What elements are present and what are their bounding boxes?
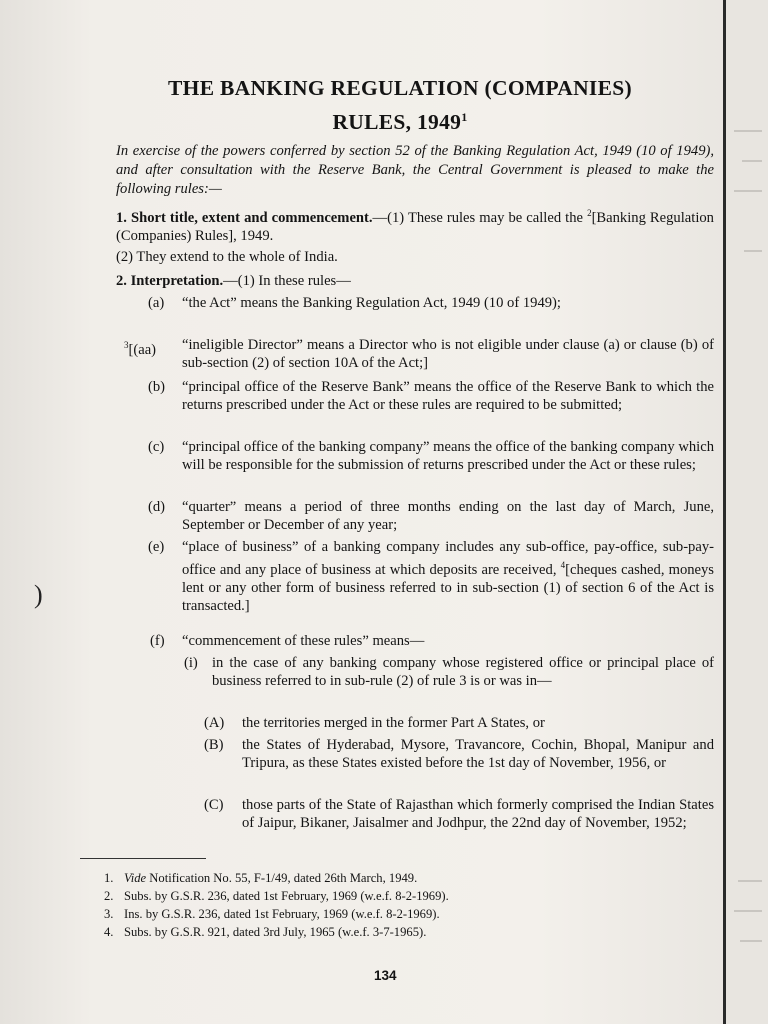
footnote-2-text: Subs. by G.S.R. 236, dated 1st February, 1969 (w.e.f. 8-2-1969). (124, 889, 449, 903)
clause-f-B-text: the States of Hyderabad, Mysore, Travancore, Cochin, Bhopal, Manipur and Tripura, as these States existed before the 1st day of November, 1956, or (242, 737, 714, 771)
rule-2 (116, 272, 714, 290)
margin-mark: ) (34, 580, 43, 609)
footnote-4 (104, 924, 426, 940)
clause-d-label: (d) (148, 499, 166, 515)
footnote-1-num: 1. (104, 871, 114, 885)
page-edge-line (723, 0, 726, 1024)
rule-1-fn-ref: 2 (587, 208, 592, 218)
preamble: In exercise of the powers conferred by section 52 of the Banking Regulation Act, 1949 (10 of 1949), and after consultation with the Reserve Bank, the Central Government is pleased to make the following rules:— (116, 143, 714, 197)
clause-f-i-label: (i) (184, 655, 198, 671)
facing-page-bleed (726, 0, 768, 1024)
clause-f-C-label: (C) (204, 797, 224, 813)
clause-f-B-label: (B) (204, 737, 224, 753)
clause-a-text: “the Act” means the Banking Regulation Act, 1949 (10 of 1949); (182, 295, 561, 311)
title-footnote-ref: 1 (461, 110, 468, 124)
clause-aa-fn-ref: 3 (124, 340, 129, 350)
page-number: 134 (374, 968, 397, 983)
clause-e-label: (e) (148, 539, 165, 555)
clause-f-i-text: in the case of any banking company whose registered office or principal place of business referred to in sub-rule (2) of rule 3 is or was in— (212, 655, 714, 689)
footnote-4-text: Subs. by G.S.R. 921, dated 3rd July, 1965 (w.e.f. 3-7-1965). (124, 925, 427, 939)
footnote-1 (104, 870, 417, 886)
rule-1-text: —(1) These rules may be called the (372, 209, 583, 226)
rule-1-text2: [Banking Regulation (Companies) Rules], 1949. (116, 209, 714, 244)
clause-a-label: (a) (148, 295, 165, 311)
clause-f-A-text: the territories merged in the former Part A States, or (242, 715, 545, 731)
rule-1-heading: 1. Short title, extent and commencement. (116, 209, 373, 226)
clause-e-fn-ref: 4 (560, 560, 566, 570)
title-line-2: RULES, 1949 (332, 110, 462, 135)
clause-f-label: (f) (150, 633, 165, 649)
clause-f-text: “commencement of these rules” means— (182, 633, 425, 649)
clause-c-label: (c) (148, 439, 165, 455)
clause-d-text: “quarter” means a period of three months ending on the last day of March, June, September or December of any year; (182, 499, 714, 533)
footnote-1-vide: Vide (124, 871, 147, 885)
footnote-3 (104, 906, 440, 922)
clause-c-text: “principal office of the banking company” means the office of the banking company which will be responsible for the submission of returns prescribed under the Act or these rules; (182, 439, 714, 473)
footnote-divider (80, 858, 206, 859)
clause-aa-label-text: [(aa) (128, 341, 157, 358)
clause-e-text (182, 538, 714, 615)
rule-1 (116, 204, 714, 245)
clause-f-A-label: (A) (204, 715, 225, 731)
footnote-4-num: 4. (104, 925, 114, 939)
footnote-3-num: 3. (104, 907, 114, 921)
clause-b-label: (b) (148, 379, 166, 395)
rule-2-text: —(1) In these rules— (223, 273, 351, 289)
clause-e-text-2: [cheques cashed, moneys lent or any other form of business referred to in sub-section (1) of section 6 of the Act is transacted.] (182, 561, 714, 614)
clause-f-C-text: those parts of the State of Rajasthan which formerly comprised the Indian States of Jaipur, Bikaner, Jaisalmer and Jodhpur, the 22nd day of November, 1952; (242, 797, 714, 831)
footnote-3-text: Ins. by G.S.R. 236, dated 1st February, 1969 (w.e.f. 8-2-1969). (124, 907, 440, 921)
clause-aa-text: “ineligible Director” means a Director who is not eligible under clause (a) or clause (b) of sub-section (2) of section 10A of the Act;] (182, 337, 714, 371)
clause-e-text-1: “place of business” of a banking company includes any sub-office, pay-office, sub-pay-office and any place of business at which deposits are received, (182, 539, 714, 578)
title-line-1: THE BANKING REGULATION (COMPANIES) (168, 76, 632, 100)
footnote-1-text: Notification No. 55, F-1/49, dated 26th March, 1949. (146, 871, 418, 885)
rule-2-heading: 2. Interpretation. (116, 273, 224, 289)
clause-aa-label (124, 336, 156, 359)
footnote-2 (104, 888, 449, 904)
footnote-2-num: 2. (104, 889, 114, 903)
rule-1-sub-2: (2) They extend to the whole of India. (116, 249, 338, 265)
clause-b-text: “principal office of the Reserve Bank” means the office of the Reserve Bank to which the returns prescribed under the Act or these rules are required to be submitted; (182, 379, 714, 413)
page-title (100, 74, 700, 137)
